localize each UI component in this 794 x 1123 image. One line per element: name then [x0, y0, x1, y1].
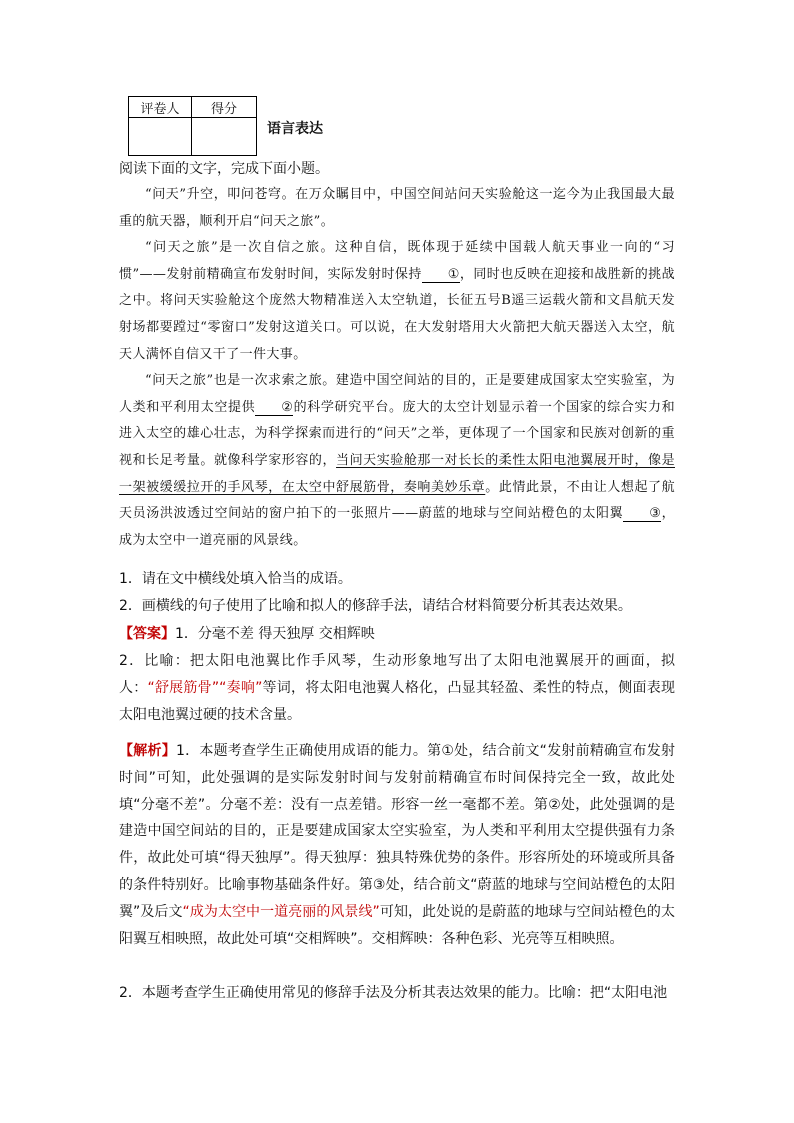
score-cell — [192, 118, 257, 156]
analysis-part-1 — [119, 738, 675, 952]
passage-text: 的科学研究平台。庞大的太空计划显示着一个国家的综合实力和进入太空的雄心壮志，为科学探索而进行的“问天”之举，更体现了一个国家和民族对创新的重视和长足考量。就像科学家形容的， — [119, 399, 675, 468]
underlined-sentence: 当问天实验舱那一对长长的柔性太阳电池翼展开时，像是一架被缓缓拉开的手风琴，在太空中舒展筋骨，奏响美妙乐章 — [119, 452, 675, 495]
passage-text: “问天之旅”也是一次求索之旅。建造中国空间站的目的，正是要建成国家太空实验室，为人类和平利用太空提供 — [119, 373, 675, 415]
instruction: 阅读下面的文字，完成下面小题。 — [119, 161, 329, 177]
passage-text: “问天之旅”是一次自信之旅。这种自信，既体现于延续中国载人航天事业一向的“习惯”——发射前精确宣布发射时间，实际发射时保持 — [119, 240, 675, 282]
passage-paragraph-1: “问天”升空，叩问苍穹。在万众瞩目中，中国空间站问天实验舱这一迄今为止我国最大最重的航天器，顺利开启“问天之旅”。 — [119, 187, 675, 229]
answer-2 — [119, 648, 675, 728]
analysis-tag: 【解析】 — [119, 743, 176, 759]
answer-quote: “奏响” — [219, 679, 263, 696]
passage-text: ，成为太空中一道亮丽的风景线。 — [119, 506, 675, 548]
answer-text: 2．比喻：把太阳电池翼比作手风琴，生动形象地写出了太阳电池翼展开的画面，拟人： — [119, 653, 675, 696]
blank-3: ③ — [623, 506, 661, 522]
answer-tag: 【答案】 — [119, 626, 175, 642]
analysis-part-2: 2．本题考查学生正确使用常见的修辞手法及分析其表达效果的能力。比喻：把“太阳电池 — [119, 985, 668, 1001]
grader-header: 评卷人 — [129, 97, 192, 118]
passage-paragraph-2 — [119, 235, 675, 368]
score-box — [128, 96, 257, 156]
question-2: 2．画横线的句子使用了比喻和拟人的修辞手法，请结合材料简要分析其表达效果。 — [119, 598, 632, 614]
section-title: 语言表达 — [267, 121, 323, 137]
answer-1: 1．分毫不差 得天独厚 交相辉映 — [175, 626, 375, 642]
passage-text: 。此情此景，不由让人想起了航天员汤洪波透过空间站的窗户拍下的一张照片——蔚蓝的地球与空间站橙色的太阳翼 — [119, 479, 675, 522]
analysis-quote: “成为太空中一道亮丽的风景线” — [182, 903, 380, 920]
passage-paragraph-3 — [119, 368, 675, 554]
grader-cell — [129, 118, 192, 156]
answer-quote: “舒展筋骨” — [147, 679, 220, 696]
analysis-text: 可知，此处说的是蔚蓝的地球与空间站橙色的太阳翼互相映照，故此处可填“交相辉映”。交相辉映：各种色彩、光亮等互相映照。 — [119, 903, 675, 947]
passage-text: ，同时也反映在迎接和战胜新的挑战之中。将问天实验舱这个庞然大物精准送入太空轨道，长征五号B遥三运载火箭和文昌航天发射场都要蹚过“零窗口”发射这道关口。可以说，在大发射塔用大火箭把大航天器送入太空，航天人满怀自信又干了一件大事。 — [119, 266, 675, 362]
analysis-text: 1．本题考查学生正确使用成语的能力。第①处，结合前文“发射前精确宣布发射时间”可知，此处强调的是实际发射时间与发射前精确宣布时间保持完全一致，故此处填“分毫不差”。分毫不差：没有一点差错。形容一丝一毫都不差。第②处，此处强调的是建造中国空间站的目的，正是要建成国家太空实验室，为人类和平利用太空提供强有力条件，故此处可填“得天独厚”。得天独厚：独具特殊优势的条件。形容所处的环境或所具备的条件特别好。比喻事物基础条件好。第③处，结合前文“蔚蓝的地球与空间站橙色的太阳翼”及后文 — [119, 743, 675, 920]
blank-1: ① — [422, 267, 460, 283]
answer-text: 等词，将太阳电池翼人格化，凸显其轻盈、柔性的特点，侧面表现太阳电池翼过硬的技术含量。 — [119, 679, 675, 723]
reading-passage — [119, 182, 675, 554]
score-header: 得分 — [192, 97, 257, 118]
answer-line-1 — [119, 621, 675, 648]
question-1: 1．请在文中横线处填入恰当的成语。 — [119, 571, 352, 587]
blank-2: ② — [255, 400, 293, 416]
